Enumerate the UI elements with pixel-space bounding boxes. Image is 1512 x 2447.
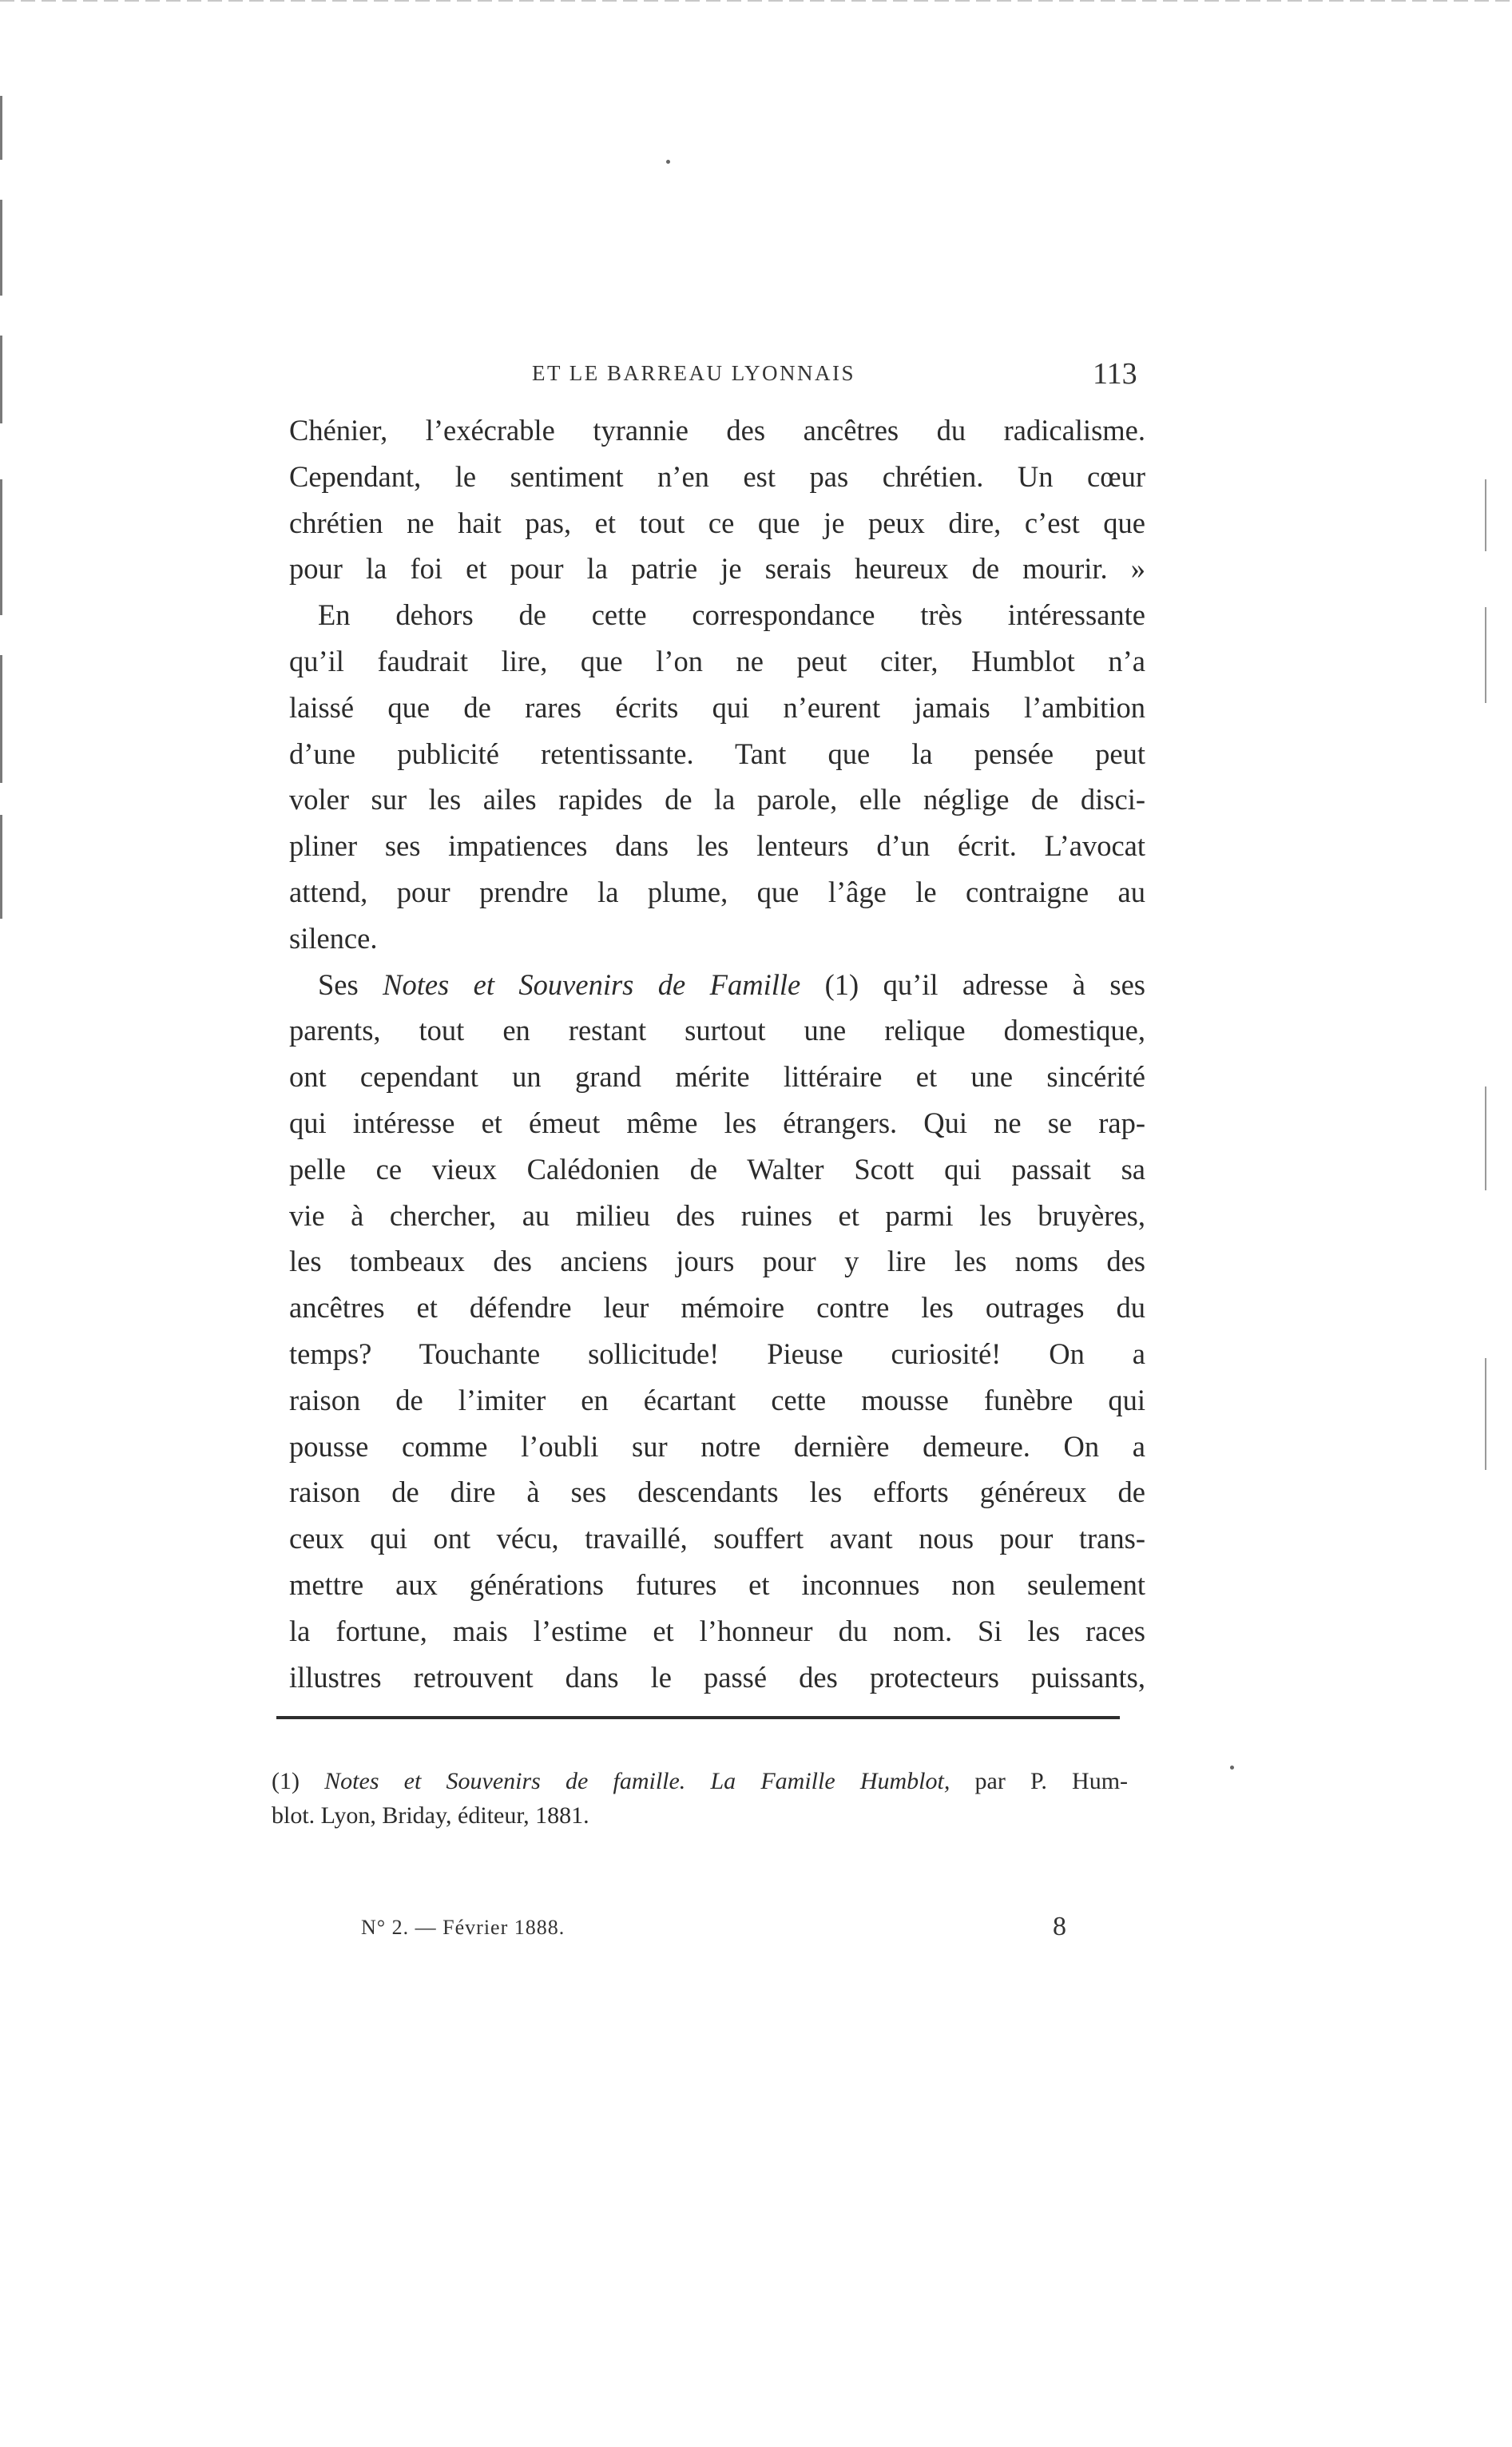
footnote-rule: [276, 1716, 1120, 1719]
text-line: laissé que de rares écrits qui n’eurent jamais l’ambition: [289, 690, 1145, 724]
signature-mark: 8: [1053, 1912, 1066, 1941]
scan-top-edge: [0, 0, 1512, 2]
scan-left-edge-marks: [0, 96, 3, 1614]
text-line: raison de l’imiter en écartant cette mousse funèbre qui: [289, 1383, 1145, 1416]
text-line: chrétien ne hait pas, et tout ce que je peux dire, c’est que: [289, 506, 1145, 539]
scan-speck: [1230, 1766, 1234, 1770]
running-head: ET LE BARREAU LYONNAIS: [532, 361, 856, 385]
text-line: pousse comme l’oubli sur notre dernière demeure. On a: [289, 1429, 1145, 1463]
text-run: Ses: [318, 967, 383, 1001]
text-line: qui intéresse et émeut même les étrangers. Qui ne se rap-: [289, 1106, 1145, 1139]
text-line: En dehors de cette correspondance très intéressante: [318, 598, 1145, 632]
text-run: (1) qu’il adresse à ses: [800, 967, 1145, 1001]
text-line: pour la foi et pour la patrie je serais heureux de mourir. »: [289, 552, 1145, 586]
signature-line: N° 2. — Février 1888.: [361, 1916, 566, 1939]
text-line: voler sur les ailes rapides de la parole, elle néglige de disci-: [289, 783, 1145, 816]
text-line: les tombeaux des anciens jours pour y lire les noms des: [289, 1245, 1145, 1278]
italic-title: Notes et Souvenirs de Famille: [383, 967, 801, 1001]
footnote-marker: (1): [272, 1768, 300, 1794]
text-line: ceux qui ont vécu, travaillé, souffert avant nous pour trans-: [289, 1522, 1145, 1555]
text-line: attend, pour prendre la plume, que l’âge le contraigne au: [289, 875, 1145, 908]
scan-speck: [666, 160, 670, 164]
text-line: d’une publicité retentissante. Tant que la pensée peut: [289, 737, 1145, 770]
scan-right-edge-marks: [1485, 479, 1488, 1598]
footnote-text: par P. Hum-: [974, 1768, 1129, 1794]
text-line: la fortune, mais l’estime et l’honneur du nom. Si les races: [289, 1614, 1145, 1647]
text-line: vie à chercher, au milieu des ruines et parmi les bruyères,: [289, 1198, 1145, 1232]
footnote-line: [272, 1764, 1128, 1798]
text-line: [289, 962, 1145, 1008]
text-line: Cependant, le sentiment n’en est pas chrétien. Un cœur: [289, 459, 1145, 493]
text-line: pliner ses impatiences dans les lenteurs d’un écrit. L’avocat: [289, 829, 1145, 863]
page-number: 113: [1093, 357, 1137, 391]
text-line: qu’il faudrait lire, que l’on ne peut citer, Humblot n’a: [289, 644, 1145, 677]
footnote: [272, 1764, 1128, 1833]
text-line: illustres retrouvent dans le passé des protecteurs puissants,: [289, 1660, 1145, 1694]
footnote-line: blot. Lyon, Briday, éditeur, 1881.: [272, 1802, 589, 1829]
text-line: parents, tout en restant surtout une relique domestique,: [289, 1014, 1145, 1047]
text-line: silence.: [289, 921, 378, 955]
text-line: pelle ce vieux Calédonien de Walter Scott qui passait sa: [289, 1152, 1145, 1186]
text-line: mettre aux générations futures et inconnues non seulement: [289, 1567, 1145, 1601]
body-text: [289, 407, 1145, 1700]
text-line: raison de dire à ses descendants les efforts généreux de: [289, 1476, 1145, 1509]
footnote-title: La Famille Humblot,: [710, 1768, 950, 1794]
text-line: Chénier, l’exécrable tyrannie des ancêtres du radicalisme.: [289, 414, 1145, 447]
text-line: ancêtres et défendre leur mémoire contre les outrages du: [289, 1291, 1145, 1325]
text-line: ont cependant un grand mérite littéraire et une sincérité: [289, 1060, 1145, 1094]
text-line: temps? Touchante sollicitude! Pieuse curiosité! On a: [289, 1337, 1145, 1370]
footnote-title: Notes et Souvenirs de famille.: [324, 1768, 686, 1794]
